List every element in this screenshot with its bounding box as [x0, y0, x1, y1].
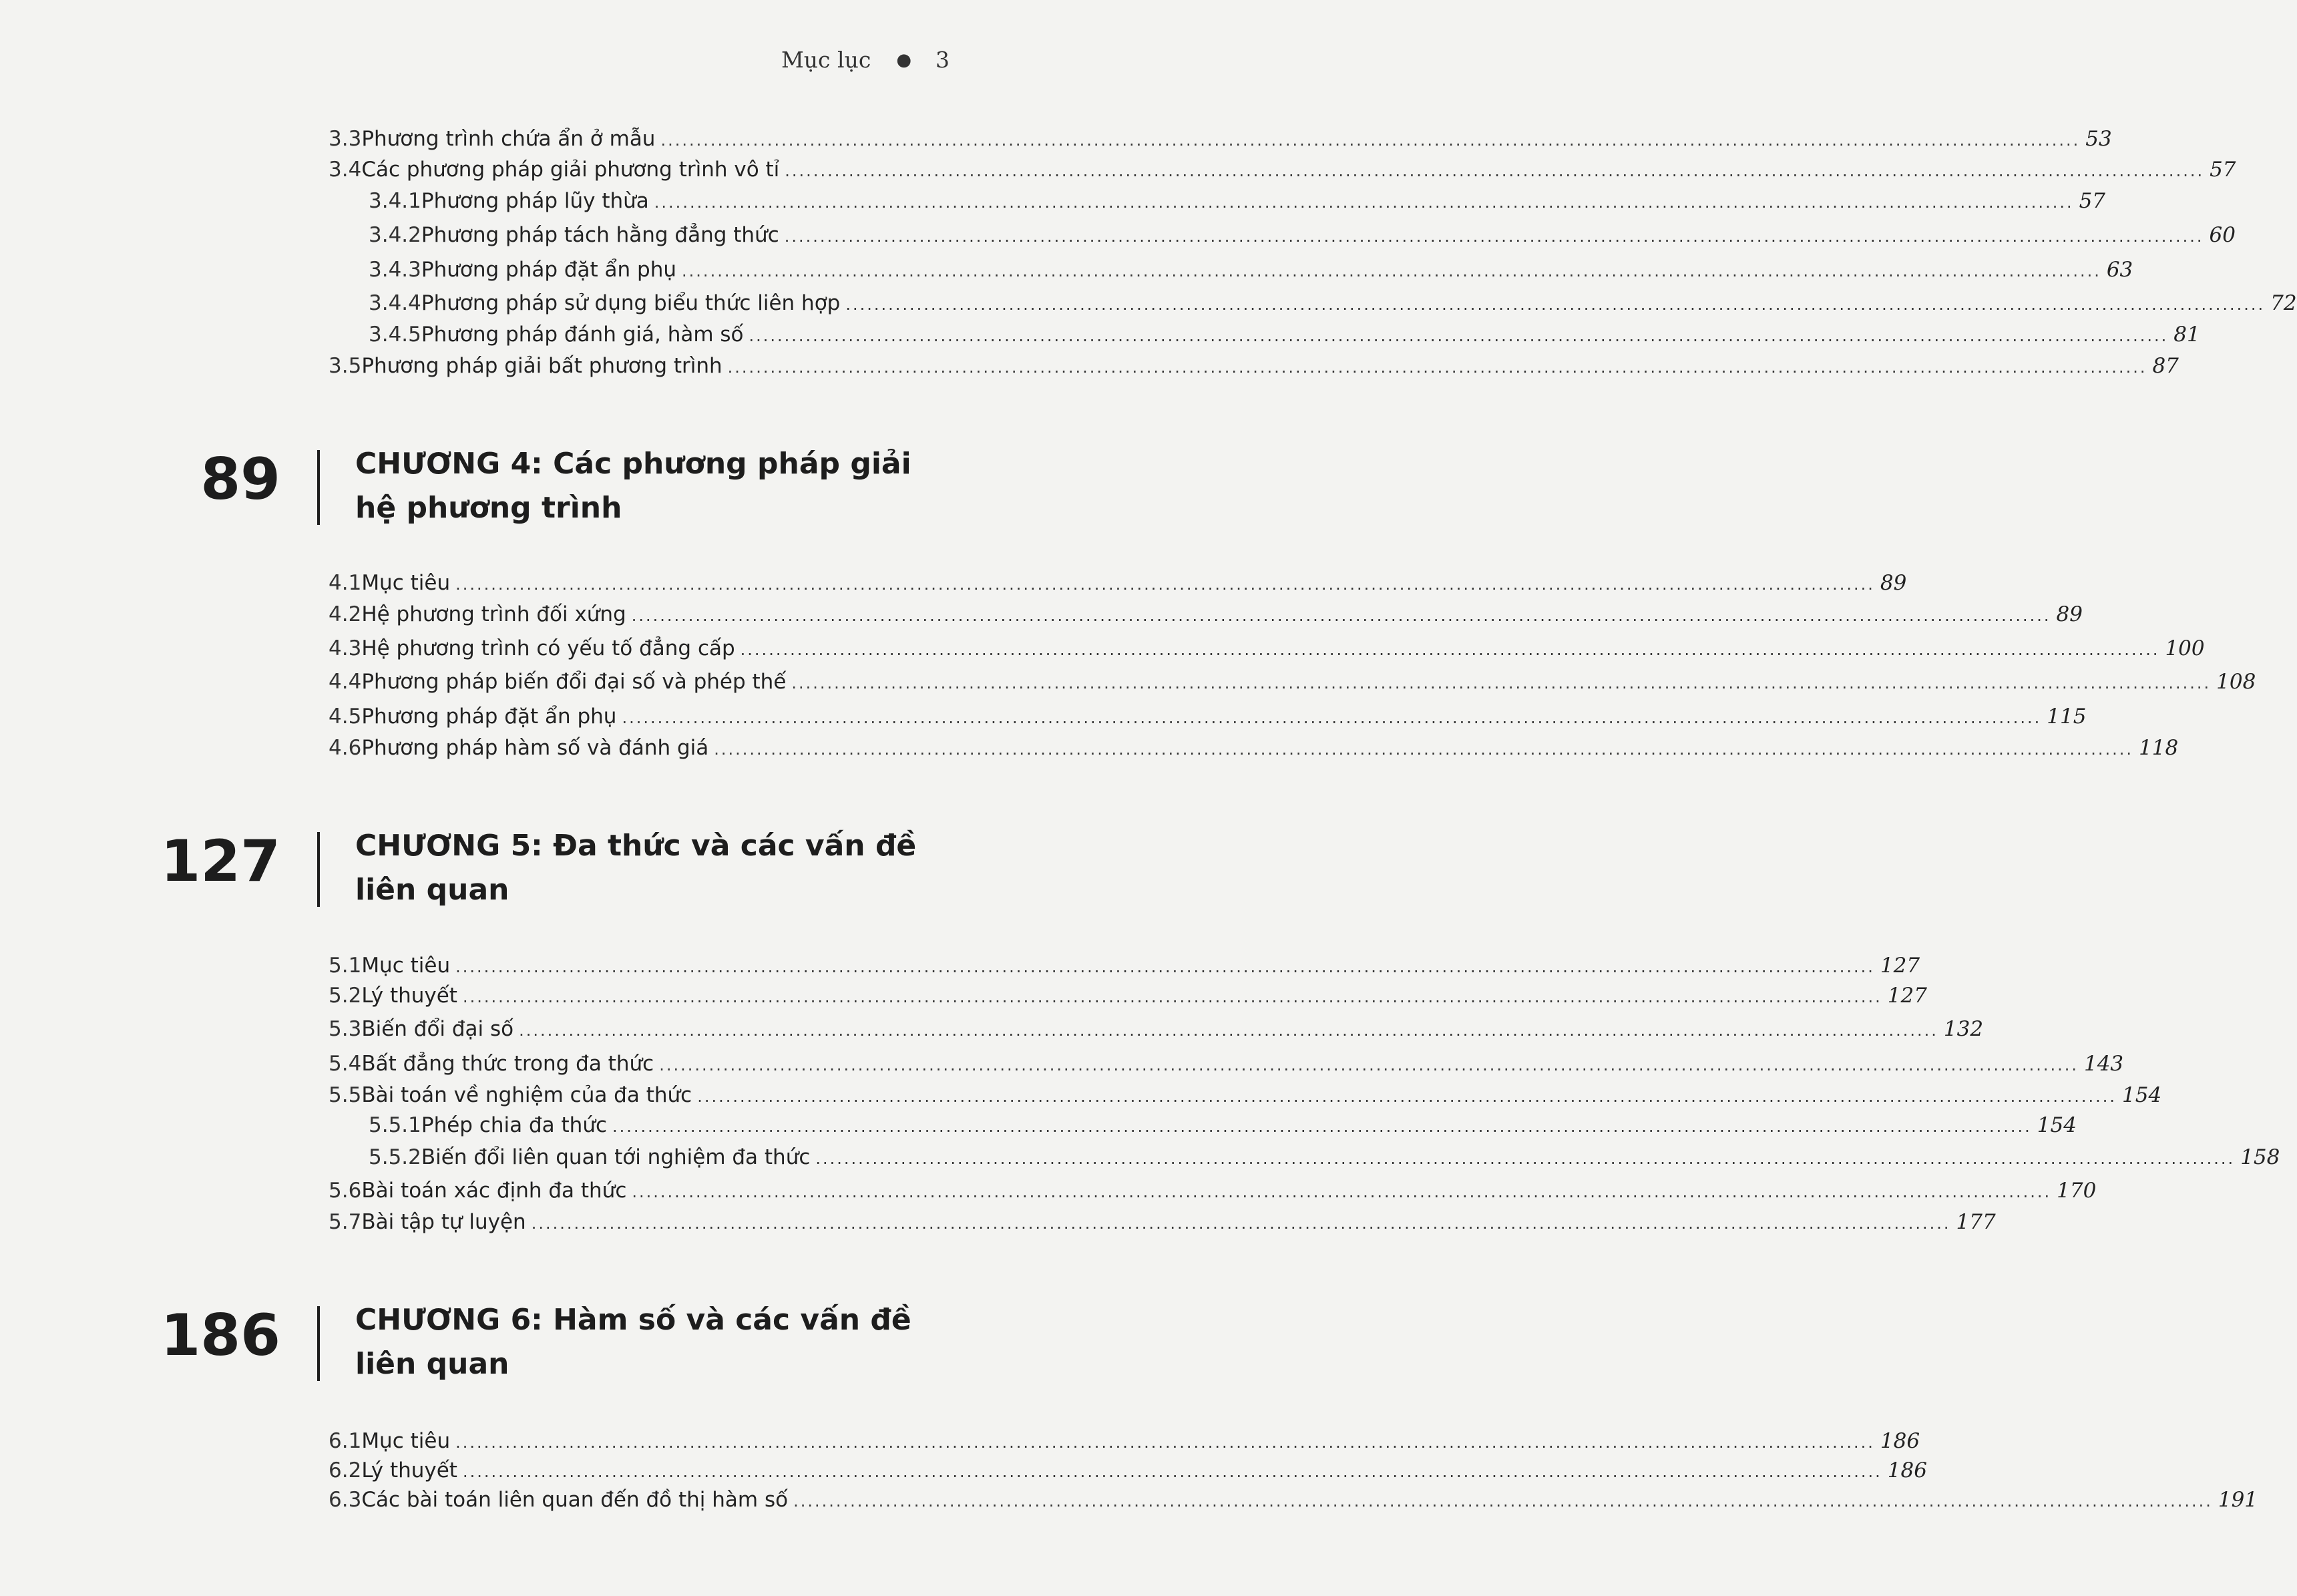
entry-page-number: 143: [2083, 1052, 2124, 1076]
entry-number: 5.5.1: [369, 1113, 421, 1137]
entry-page-number: 89: [2056, 602, 2083, 626]
entry-page-number: 57: [2210, 158, 2236, 182]
dot-leader: ........................................................................................................................................................................................................: [697, 1087, 2117, 1106]
entry-title: Phép chia đa thức: [421, 1113, 608, 1137]
toc-entry[interactable]: [369, 189, 2106, 218]
entry-page-number: 89: [1880, 571, 1907, 595]
dot-leader: ........................................................................................................................................................................................................: [455, 958, 1875, 976]
entry-title: Phương pháp đánh giá, hàm số: [421, 323, 744, 347]
dot-leader: ........................................................................................................................................................................................................: [740, 640, 2160, 659]
entry-number: 5.5: [329, 1083, 362, 1107]
toc-entry[interactable]: [329, 1210, 1996, 1239]
entry-title: Mục tiêu: [361, 1429, 451, 1453]
entry-page-number: 191: [2218, 1488, 2258, 1512]
chapter-title: CHƯƠNG 6: Hàm số và các vấn đề liên quan: [355, 1303, 911, 1381]
entry-title: Hệ phương trình đối xứng: [361, 602, 626, 626]
toc-entry[interactable]: [329, 636, 2205, 666]
toc-entry[interactable]: [329, 158, 2236, 187]
toc-entry[interactable]: [329, 1083, 2162, 1113]
entry-number: 4.5: [329, 705, 362, 729]
dot-leader: ........................................................................................................................................................................................................: [793, 1492, 2213, 1511]
toc-entry[interactable]: [329, 1179, 2097, 1208]
dot-leader: ........................................................................................................................................................................................................: [462, 1462, 1882, 1481]
chapter-page-number: 127: [160, 828, 280, 895]
entry-page-number: 154: [2122, 1083, 2162, 1107]
entry-page-number: 57: [2079, 189, 2106, 213]
entry-title: Bất đẳng thức trong đa thức: [361, 1052, 654, 1076]
toc-entry[interactable]: [329, 602, 2083, 632]
entry-number: 5.2: [329, 984, 362, 1008]
entry-title: Lý thuyết: [361, 984, 457, 1008]
toc-entry[interactable]: [369, 323, 2200, 352]
entry-title: Phương pháp tách hằng đẳng thức: [421, 223, 779, 247]
toc-entry[interactable]: [369, 1113, 2077, 1143]
entry-number: 4.6: [329, 736, 362, 760]
entry-title: Bài toán về nghiệm của đa thức: [361, 1083, 692, 1107]
chapter-heading[interactable]: [160, 1302, 921, 1396]
entry-page-number: 177: [1956, 1210, 1996, 1234]
entry-page-number: 100: [2165, 636, 2205, 660]
toc-entry[interactable]: [329, 1429, 1920, 1458]
toc-entry[interactable]: [369, 1145, 2280, 1175]
entry-number: 6.1: [329, 1429, 362, 1453]
dot-leader: ........................................................................................................................................................................................................: [654, 193, 2074, 212]
dot-leader: ........................................................................................................................................................................................................: [622, 709, 2042, 727]
dot-leader: ........................................................................................................................................................................................................: [632, 1183, 2052, 1201]
entry-number: 5.4: [329, 1052, 362, 1076]
toc-entry[interactable]: [329, 354, 2179, 383]
entry-title: Phương pháp biến đổi đại số và phép thế: [361, 670, 787, 694]
entry-title: Bài tập tự luyện: [361, 1210, 526, 1234]
entry-page-number: 81: [2173, 323, 2200, 347]
header-title: Mục lục: [781, 47, 871, 73]
dot-leader: ........................................................................................................................................................................................................: [612, 1117, 2032, 1136]
chapter-divider-bar: [317, 450, 320, 525]
toc-entry[interactable]: [329, 670, 2256, 699]
entry-title: Phương pháp đặt ẩn phụ: [361, 705, 617, 729]
entry-number: 5.1: [329, 954, 362, 978]
toc-entry[interactable]: [329, 705, 2087, 734]
toc-entry[interactable]: [329, 736, 2179, 765]
dot-leader: ........................................................................................................................................................................................................: [784, 227, 2204, 246]
toc-entry[interactable]: [329, 1017, 1984, 1046]
chapter-heading[interactable]: [160, 446, 921, 540]
entry-title: Phương trình chứa ẩn ở mẫu: [361, 127, 656, 151]
running-header: [781, 47, 950, 73]
entry-page-number: 154: [2037, 1113, 2077, 1137]
dot-leader: ........................................................................................................................................................................................................: [455, 1433, 1875, 1452]
entry-number: 3.4.2: [369, 223, 421, 247]
dot-leader: ........................................................................................................................................................................................................: [714, 740, 2134, 759]
entry-number: 4.1: [329, 571, 362, 595]
toc-entry[interactable]: [329, 1458, 1927, 1488]
entry-number: 4.2: [329, 602, 362, 626]
entry-title: Phương pháp lũy thừa: [421, 189, 649, 213]
entry-page-number: 53: [2085, 127, 2112, 151]
toc-entry[interactable]: [329, 127, 2112, 156]
dot-leader: ........................................................................................................................................................................................................: [462, 988, 1882, 1006]
entry-number: 5.5.2: [369, 1145, 421, 1169]
chapter-divider-bar: [317, 832, 320, 907]
entry-page-number: 186: [1880, 1429, 1920, 1453]
entry-number: 5.7: [329, 1210, 362, 1234]
entry-page-number: 60: [2209, 223, 2236, 247]
entry-page-number: 118: [2139, 736, 2179, 760]
entry-page-number: 127: [1887, 984, 1927, 1008]
dot-leader: ........................................................................................................................................................................................................: [749, 327, 2169, 345]
bullet-separator: ●: [896, 49, 911, 70]
chapter-title: CHƯƠNG 5: Đa thức và các vấn đề liên quan: [355, 829, 917, 907]
dot-leader: ........................................................................................................................................................................................................: [785, 162, 2205, 180]
entry-title: Các phương pháp giải phương trình vô tỉ: [361, 158, 780, 182]
toc-entry[interactable]: [369, 258, 2133, 287]
entry-page-number: 127: [1880, 954, 1920, 978]
chapter-page-number: 186: [160, 1302, 280, 1369]
entry-page-number: 158: [2240, 1145, 2280, 1169]
entry-page-number: 170: [2057, 1179, 2097, 1203]
entry-title: Phương pháp giải bất phương trình: [361, 354, 722, 378]
toc-entry[interactable]: [329, 571, 1907, 600]
toc-entry[interactable]: [369, 223, 2236, 252]
entry-number: 3.4.5: [369, 323, 421, 347]
toc-entry[interactable]: [369, 291, 2297, 321]
entry-number: 5.3: [329, 1017, 362, 1041]
entry-title: Biến đổi đại số: [361, 1017, 514, 1041]
entry-title: Mục tiêu: [361, 571, 451, 595]
entry-page-number: 132: [1943, 1017, 1984, 1041]
entry-number: 3.4.3: [369, 258, 421, 282]
entry-title: Lý thuyết: [361, 1458, 457, 1482]
entry-title: Mục tiêu: [361, 954, 451, 978]
entry-title: Phương pháp đặt ẩn phụ: [421, 258, 677, 282]
entry-number: 3.3: [329, 127, 362, 151]
toc-entry[interactable]: [329, 1052, 2124, 1081]
entry-page-number: 63: [2106, 258, 2133, 282]
entry-page-number: 87: [2152, 354, 2179, 378]
entry-number: 6.2: [329, 1458, 362, 1482]
entry-title: Biến đổi liên quan tới nghiệm đa thức: [421, 1145, 811, 1169]
dot-leader: ........................................................................................................................................................................................................: [727, 358, 2147, 377]
header-page-number: 3: [935, 47, 950, 73]
dot-leader: ........................................................................................................................................................................................................: [631, 606, 2051, 625]
dot-leader: ........................................................................................................................................................................................................: [845, 295, 2266, 314]
entry-number: 4.4: [329, 670, 362, 694]
entry-number: 6.3: [329, 1488, 362, 1512]
entry-title: Phương pháp hàm số và đánh giá: [361, 736, 709, 760]
entry-page-number: 186: [1887, 1458, 1927, 1482]
toc-entry[interactable]: [329, 1488, 2258, 1517]
toc-entry[interactable]: [329, 984, 1927, 1013]
chapter-heading[interactable]: [160, 828, 921, 922]
entry-page-number: 108: [2216, 670, 2256, 694]
entry-number: 3.5: [329, 354, 362, 378]
entry-number: 5.6: [329, 1179, 362, 1203]
dot-leader: ........................................................................................................................................................................................................: [455, 575, 1875, 594]
entry-page-number: 72: [2270, 291, 2297, 315]
dot-leader: ........................................................................................................................................................................................................: [791, 674, 2212, 692]
dot-leader: ........................................................................................................................................................................................................: [660, 131, 2081, 150]
entry-title: Phương pháp sử dụng biểu thức liên hợp: [421, 291, 841, 315]
entry-title: Bài toán xác định đa thức: [361, 1179, 627, 1203]
dot-leader: ........................................................................................................................................................................................................: [531, 1214, 1951, 1233]
dot-leader: ........................................................................................................................................................................................................: [815, 1149, 2236, 1168]
chapter-page-number: 89: [200, 446, 280, 513]
entry-title: Các bài toán liên quan đến đồ thị hàm số: [361, 1488, 789, 1512]
dot-leader: ........................................................................................................................................................................................................: [519, 1021, 1938, 1040]
dot-leader: ........................................................................................................................................................................................................: [682, 262, 2101, 280]
chapter-divider-bar: [317, 1306, 320, 1381]
entry-number: 4.3: [329, 636, 362, 660]
chapter-title: CHƯƠNG 4: Các phương pháp giải hệ phương trình: [355, 447, 911, 525]
entry-page-number: 115: [2047, 705, 2087, 729]
entry-number: 3.4.1: [369, 189, 421, 213]
entry-number: 3.4: [329, 158, 362, 182]
entry-number: 3.4.4: [369, 291, 421, 315]
dot-leader: ........................................................................................................................................................................................................: [659, 1056, 2079, 1074]
entry-title: Hệ phương trình có yếu tố đẳng cấp: [361, 636, 735, 660]
toc-entry[interactable]: [329, 954, 1920, 983]
